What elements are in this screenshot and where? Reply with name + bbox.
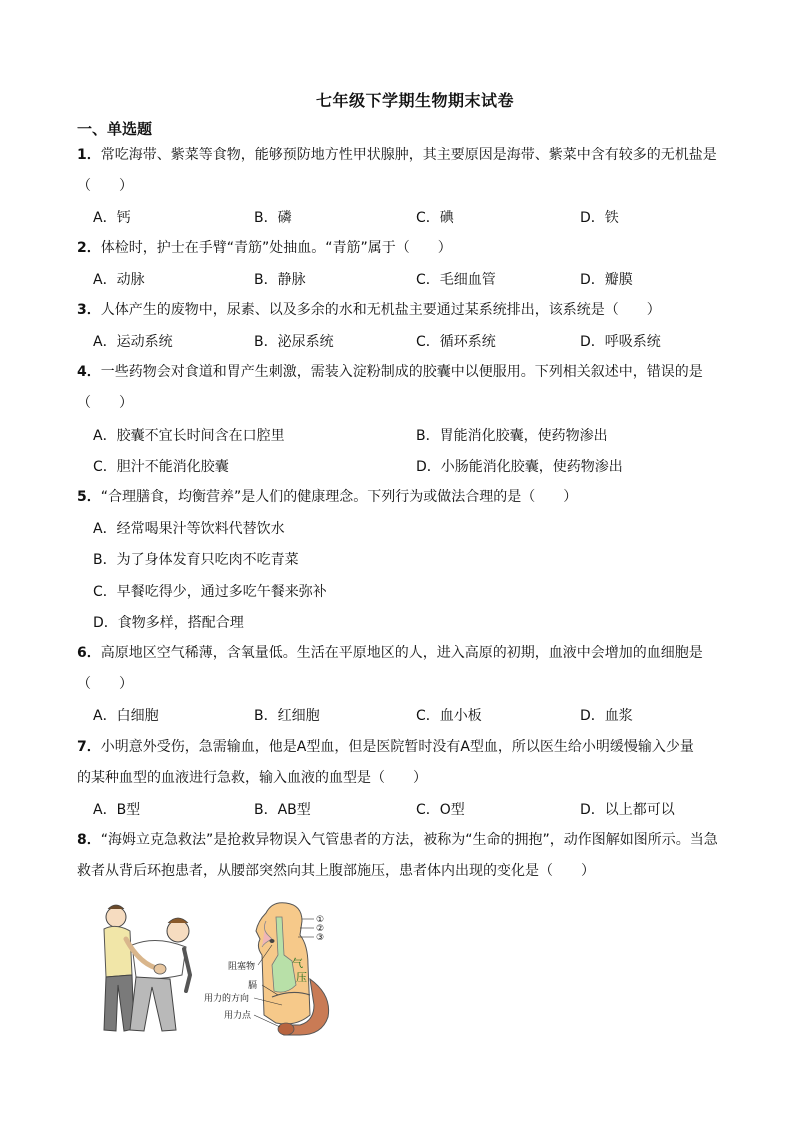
question-text: 高原地区空气稀薄，含氧量低。生活在平原地区的人，进入高原的初期，血液中会增加的血细胞是 (100, 645, 703, 661)
option-a[interactable]: A．B型 (93, 802, 141, 818)
question-number: 3． (77, 302, 101, 318)
question-number: 4． (77, 364, 101, 380)
question-number: 2． (77, 240, 101, 256)
option-a[interactable]: A．胶囊不宜长时间含在口腔里 (93, 428, 285, 444)
question-7 (77, 737, 757, 757)
label-obstruction: 阻塞物 (228, 962, 256, 972)
label-force-direction: 用力的方向 (204, 994, 250, 1004)
option-b[interactable]: B．泌尿系统 (254, 334, 334, 350)
question-4-options-row1 (93, 425, 773, 445)
question-number: 7． (77, 739, 101, 755)
option-c[interactable]: C．胆汁不能消化胶囊 (93, 459, 229, 475)
question-4-paren: （ ） (77, 395, 133, 411)
rescuer-illustration (104, 905, 190, 1031)
option-d[interactable]: D．血浆 (580, 708, 633, 724)
option-a[interactable]: A．钙 (93, 210, 131, 226)
question-number: 8． (77, 832, 101, 848)
option-c[interactable]: C．早餐吃得少，通过多吃午餐来弥补 (93, 584, 327, 600)
question-7-options (93, 799, 773, 819)
option-a[interactable]: A．运动系统 (93, 334, 173, 350)
option-c[interactable]: C．血小板 (416, 708, 482, 724)
label-force-point: 用力点 (224, 1011, 252, 1021)
question-text: 一些药物会对食道和胃产生刺激，需装入淀粉制成的胶囊中以便服用。下列相关叙述中，错误的是 (100, 364, 703, 380)
question-4-options-row2 (93, 456, 773, 476)
question-3 (77, 300, 757, 320)
question-7-line2: 的某种血型的血液进行急救，输入血液的血型是（ ） (77, 770, 427, 786)
question-6 (77, 643, 757, 663)
option-b[interactable]: B．为了身体发育只吃肉不吃青菜 (93, 552, 299, 568)
option-b[interactable]: B．胃能消化胶囊，使药物渗出 (416, 428, 608, 444)
question-number: 5． (77, 489, 101, 505)
heimlich-figure (96, 895, 346, 1045)
option-c[interactable]: C．毛细血管 (416, 272, 496, 288)
option-b[interactable]: B．红细胞 (254, 708, 320, 724)
question-text: “海姆立克急救法”是抢救异物误入气管患者的方法，被称为“生命的拥抱”，动作图解如图所示。当急 (100, 832, 718, 848)
label-diaphragm: 膈 (248, 981, 258, 991)
option-d[interactable]: D．铁 (580, 210, 619, 226)
option-a[interactable]: A．经常喝果汁等饮料代替饮水 (93, 521, 285, 537)
option-c[interactable]: C．O型 (416, 802, 465, 818)
option-d[interactable]: D．食物多样，搭配合理 (93, 615, 244, 631)
question-8-line2: 救者从背后环抱患者，从腰部突然向其上腹部施压，患者体内出现的变化是（ ） (77, 863, 595, 879)
question-number: 1． (77, 147, 101, 163)
label-air: 气 (292, 957, 303, 970)
option-b[interactable]: B．静脉 (254, 272, 306, 288)
section-heading: 一、单选题 (77, 120, 153, 138)
question-5 (77, 487, 757, 507)
page-title: 七年级下学期生物期末试卷 (315, 91, 514, 110)
question-text: 体检时，护士在手臂“青筋”处抽血。“青筋”属于（ ） (100, 240, 452, 256)
question-1-options (93, 207, 773, 227)
label-pressure: 压 (296, 971, 307, 984)
label-3: ③ (316, 933, 325, 943)
option-a[interactable]: A．动脉 (93, 272, 145, 288)
question-6-paren: （ ） (77, 676, 133, 692)
question-1 (77, 145, 757, 165)
question-text: 人体产生的废物中，尿素、以及多余的水和无机盐主要通过某系统排出，该系统是（ ） (100, 302, 661, 318)
question-2 (77, 238, 757, 258)
option-d[interactable]: D．呼吸系统 (580, 334, 661, 350)
option-d[interactable]: D．以上都可以 (580, 802, 675, 818)
question-6-options (93, 705, 773, 725)
option-c[interactable]: C．循环系统 (416, 334, 496, 350)
question-number: 6． (77, 645, 101, 661)
question-text: 小明意外受伤，急需输血，他是A型血，但是医院暂时没有A型血，所以医生给小明缓慢输入少量 (100, 739, 694, 755)
label-1: ① (316, 915, 325, 925)
question-1-paren: （ ） (77, 178, 133, 194)
option-c[interactable]: C．碘 (416, 210, 454, 226)
option-a[interactable]: A．白细胞 (93, 708, 159, 724)
option-d[interactable]: D．瓣膜 (580, 272, 633, 288)
question-2-options (93, 269, 773, 289)
question-text: “合理膳食，均衡营养”是人们的健康理念。下列行为或做法合理的是（ ） (100, 489, 578, 505)
question-4 (77, 362, 757, 382)
option-b[interactable]: B．磷 (254, 210, 292, 226)
question-8 (77, 830, 757, 850)
option-b[interactable]: B．AB型 (254, 802, 311, 818)
question-3-options (93, 331, 773, 351)
option-d[interactable]: D．小肠能消化胶囊，使药物渗出 (416, 459, 623, 475)
question-text: 常吃海带、紫菜等食物，能够预防地方性甲状腺肿，其主要原因是海带、紫菜中含有较多的无机盐是 (100, 147, 717, 163)
label-2: ② (316, 924, 325, 934)
